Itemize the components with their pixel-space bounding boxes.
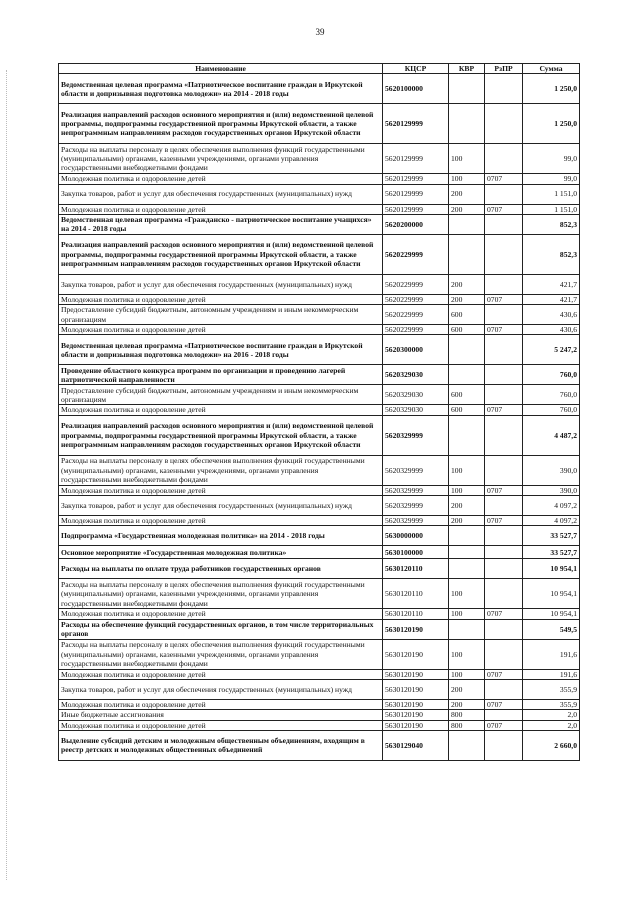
cell-kcsr: 5620229999 bbox=[383, 294, 449, 304]
cell-name: Расходы на выплаты персоналу в целях обеспечения выполнения функций государственными (муниципальными) органами, казенными учреждениями, органами управления государственными внебюджетными фондами bbox=[59, 579, 383, 609]
cell-kcsr: 5630120190 bbox=[383, 720, 449, 730]
cell-rzpr: 0707 bbox=[485, 669, 523, 679]
cell-rzpr: 0707 bbox=[485, 325, 523, 335]
cell-rzpr bbox=[485, 184, 523, 204]
cell-name: Ведомственная целевая программа «Патриотическое воспитание граждан в Иркутской области и допризывная подготовка молодежи» на 2014 - 2018 годы bbox=[59, 74, 383, 104]
cell-kcsr: 5630120190 bbox=[383, 679, 449, 699]
table-row bbox=[59, 214, 580, 234]
cell-sum: 390,0 bbox=[523, 485, 580, 495]
cell-kvr: 200 bbox=[449, 699, 485, 709]
cell-kvr: 200 bbox=[449, 184, 485, 204]
cell-kvr: 200 bbox=[449, 496, 485, 516]
cell-kvr bbox=[449, 214, 485, 234]
table-row bbox=[59, 405, 580, 415]
cell-kvr: 100 bbox=[449, 669, 485, 679]
cell-name: Молодежная политика и оздоровление детей bbox=[59, 204, 383, 214]
cell-kcsr: 5630120110 bbox=[383, 579, 449, 609]
cell-sum: 33 527,7 bbox=[523, 526, 580, 546]
cell-kvr bbox=[449, 104, 485, 144]
cell-rzpr bbox=[485, 619, 523, 639]
cell-kvr: 800 bbox=[449, 710, 485, 720]
cell-rzpr bbox=[485, 104, 523, 144]
cell-name: Расходы на обеспечение функций государственных органов, в том числе территориальных органов bbox=[59, 619, 383, 639]
cell-sum: 1 151,0 bbox=[523, 204, 580, 214]
cell-name: Молодежная политика и оздоровление детей bbox=[59, 485, 383, 495]
table-row bbox=[59, 144, 580, 174]
cell-rzpr: 0707 bbox=[485, 699, 523, 709]
cell-name: Реализация направлений расходов основного мероприятия и (или) ведомственной целевой программы, подпрограммы государственной программы Иркутской области, а также непрограммным направлениям расходов государственных органов Иркутской области bbox=[59, 234, 383, 274]
cell-rzpr bbox=[485, 496, 523, 516]
table-row bbox=[59, 516, 580, 526]
cell-name: Расходы на выплаты персоналу в целях обеспечения выполнения функций государственными (муниципальными) органами, казенными учреждениями, органами управления государственными внебюджетными фондами bbox=[59, 639, 383, 669]
cell-kvr: 200 bbox=[449, 516, 485, 526]
cell-name: Молодежная политика и оздоровление детей bbox=[59, 669, 383, 679]
cell-sum: 852,3 bbox=[523, 234, 580, 274]
table-row bbox=[59, 104, 580, 144]
table-row bbox=[59, 710, 580, 720]
cell-kcsr: 5630120190 bbox=[383, 699, 449, 709]
cell-name: Расходы на выплаты персоналу в целях обеспечения выполнения функций государственными (муниципальными) органами, казенными учреждениями, органами управления государственными внебюджетными фондами bbox=[59, 144, 383, 174]
cell-sum: 2,0 bbox=[523, 720, 580, 730]
table-row bbox=[59, 579, 580, 609]
cell-sum: 355,9 bbox=[523, 699, 580, 709]
cell-kcsr: 5620129999 bbox=[383, 104, 449, 144]
cell-rzpr bbox=[485, 74, 523, 104]
cell-rzpr: 0707 bbox=[485, 516, 523, 526]
cell-kcsr: 5620229999 bbox=[383, 234, 449, 274]
cell-kvr: 100 bbox=[449, 455, 485, 485]
table-row bbox=[59, 415, 580, 455]
table-row bbox=[59, 365, 580, 385]
table-row bbox=[59, 174, 580, 184]
table-row bbox=[59, 679, 580, 699]
table-row bbox=[59, 335, 580, 365]
cell-kcsr: 5620329030 bbox=[383, 405, 449, 415]
cell-name: Предоставление субсидий бюджетным, автономным учреждениям и иным некоммерческим организациям bbox=[59, 305, 383, 325]
header-kcsr: КЦСР bbox=[383, 64, 449, 74]
cell-sum: 760,0 bbox=[523, 385, 580, 405]
cell-kvr: 100 bbox=[449, 579, 485, 609]
cell-rzpr bbox=[485, 214, 523, 234]
cell-rzpr bbox=[485, 710, 523, 720]
cell-rzpr bbox=[485, 385, 523, 405]
cell-kcsr: 5620229999 bbox=[383, 305, 449, 325]
cell-kcsr: 5620129999 bbox=[383, 184, 449, 204]
cell-rzpr bbox=[485, 415, 523, 455]
header-sum: Сумма bbox=[523, 64, 580, 74]
cell-name: Иные бюджетные ассигнования bbox=[59, 710, 383, 720]
cell-kvr bbox=[449, 526, 485, 546]
cell-name: Реализация направлений расходов основного мероприятия и (или) ведомственной целевой программы, подпрограммы государственной программы Иркутской области, а также непрограммным направлениям расходов государственных органов Иркутской области bbox=[59, 415, 383, 455]
cell-rzpr bbox=[485, 234, 523, 274]
cell-sum: 191,6 bbox=[523, 639, 580, 669]
cell-kcsr: 5620329999 bbox=[383, 415, 449, 455]
table-row bbox=[59, 485, 580, 495]
table-row bbox=[59, 526, 580, 546]
cell-sum: 430,6 bbox=[523, 325, 580, 335]
header-kvr: КВР bbox=[449, 64, 485, 74]
table-row bbox=[59, 496, 580, 516]
scan-edge-marks bbox=[6, 70, 8, 880]
table-row bbox=[59, 639, 580, 669]
cell-sum: 390,0 bbox=[523, 455, 580, 485]
cell-kcsr: 5630000000 bbox=[383, 526, 449, 546]
table-row bbox=[59, 559, 580, 579]
cell-name: Молодежная политика и оздоровление детей bbox=[59, 174, 383, 184]
cell-kcsr: 5620329030 bbox=[383, 385, 449, 405]
cell-sum: 421,7 bbox=[523, 274, 580, 294]
table-row bbox=[59, 305, 580, 325]
cell-name: Молодежная политика и оздоровление детей bbox=[59, 699, 383, 709]
table-row bbox=[59, 325, 580, 335]
cell-name: Основное мероприятие «Государственная молодежная политика» bbox=[59, 546, 383, 559]
cell-kvr: 600 bbox=[449, 405, 485, 415]
cell-name: Расходы на выплаты по оплате труда работников государственных органов bbox=[59, 559, 383, 579]
cell-kvr: 800 bbox=[449, 720, 485, 730]
cell-rzpr: 0707 bbox=[485, 405, 523, 415]
cell-kvr bbox=[449, 234, 485, 274]
cell-kvr: 200 bbox=[449, 274, 485, 294]
cell-rzpr bbox=[485, 546, 523, 559]
cell-kvr bbox=[449, 730, 485, 760]
cell-sum: 1 151,0 bbox=[523, 184, 580, 204]
cell-rzpr bbox=[485, 730, 523, 760]
cell-kcsr: 5630120190 bbox=[383, 639, 449, 669]
cell-kcsr: 5630120190 bbox=[383, 619, 449, 639]
cell-sum: 10 954,1 bbox=[523, 559, 580, 579]
cell-name: Ведомственная целевая программа «Патриотическое воспитание граждан в Иркутской области и допризывная подготовка молодежи» на 2016 - 2018 годы bbox=[59, 335, 383, 365]
cell-kcsr: 5630100000 bbox=[383, 546, 449, 559]
table-row bbox=[59, 546, 580, 559]
cell-rzpr: 0707 bbox=[485, 204, 523, 214]
cell-rzpr bbox=[485, 305, 523, 325]
cell-name: Молодежная политика и оздоровление детей bbox=[59, 294, 383, 304]
cell-sum: 549,5 bbox=[523, 619, 580, 639]
cell-rzpr bbox=[485, 579, 523, 609]
cell-name: Закупка товаров, работ и услуг для обеспечения государственных (муниципальных) нужд bbox=[59, 496, 383, 516]
cell-sum: 355,9 bbox=[523, 679, 580, 699]
cell-kvr: 200 bbox=[449, 204, 485, 214]
cell-sum: 430,6 bbox=[523, 305, 580, 325]
cell-sum: 4 097,2 bbox=[523, 496, 580, 516]
cell-name: Ведомственная целевая программа «Гражданско - патриотическое воспитание учащихся» на 2014 - 2018 годы bbox=[59, 214, 383, 234]
cell-kvr: 100 bbox=[449, 174, 485, 184]
table-row bbox=[59, 385, 580, 405]
table-row bbox=[59, 274, 580, 294]
cell-rzpr bbox=[485, 144, 523, 174]
cell-rzpr bbox=[485, 335, 523, 365]
cell-name: Молодежная политика и оздоровление детей bbox=[59, 720, 383, 730]
cell-kcsr: 5630120190 bbox=[383, 710, 449, 720]
cell-kcsr: 5620300000 bbox=[383, 335, 449, 365]
cell-kvr bbox=[449, 415, 485, 455]
cell-kcsr: 5620100000 bbox=[383, 74, 449, 104]
page-number: 39 bbox=[315, 27, 325, 37]
cell-kvr bbox=[449, 546, 485, 559]
budget-table bbox=[58, 63, 580, 761]
cell-name: Расходы на выплаты персоналу в целях обеспечения выполнения функций государственными (муниципальными) органами, казенными учреждениями, органами управления государственными внебюджетными фондами bbox=[59, 455, 383, 485]
cell-name: Молодежная политика и оздоровление детей bbox=[59, 405, 383, 415]
cell-kvr: 200 bbox=[449, 679, 485, 699]
cell-kcsr: 5620200000 bbox=[383, 214, 449, 234]
table-row bbox=[59, 720, 580, 730]
cell-kvr bbox=[449, 559, 485, 579]
cell-kcsr: 5620229999 bbox=[383, 274, 449, 294]
table-row bbox=[59, 730, 580, 760]
cell-kvr: 100 bbox=[449, 639, 485, 669]
cell-kvr: 100 bbox=[449, 609, 485, 619]
table-header-row bbox=[59, 64, 580, 74]
cell-sum: 5 247,2 bbox=[523, 335, 580, 365]
table-row bbox=[59, 234, 580, 274]
cell-name: Проведение областного конкурса программ по организации и проведению лагерей патриотической направленности bbox=[59, 365, 383, 385]
table-row bbox=[59, 669, 580, 679]
cell-sum: 10 954,1 bbox=[523, 609, 580, 619]
cell-kcsr: 5630129040 bbox=[383, 730, 449, 760]
cell-sum: 1 250,0 bbox=[523, 104, 580, 144]
cell-name: Закупка товаров, работ и услуг для обеспечения государственных (муниципальных) нужд bbox=[59, 679, 383, 699]
cell-sum: 2,0 bbox=[523, 710, 580, 720]
table-row bbox=[59, 294, 580, 304]
cell-kcsr: 5620129999 bbox=[383, 144, 449, 174]
cell-sum: 10 954,1 bbox=[523, 579, 580, 609]
cell-rzpr: 0707 bbox=[485, 609, 523, 619]
table-row bbox=[59, 74, 580, 104]
cell-kvr: 200 bbox=[449, 294, 485, 304]
cell-kvr bbox=[449, 365, 485, 385]
cell-kcsr: 5620229999 bbox=[383, 325, 449, 335]
cell-rzpr bbox=[485, 679, 523, 699]
cell-name: Выделение субсидий детским и молодежным общественным объединениям, входящим в реестр детских и молодежных общественных объединений bbox=[59, 730, 383, 760]
cell-rzpr bbox=[485, 365, 523, 385]
cell-kvr: 100 bbox=[449, 485, 485, 495]
cell-name: Закупка товаров, работ и услуг для обеспечения государственных (муниципальных) нужд bbox=[59, 274, 383, 294]
cell-kcsr: 5620129999 bbox=[383, 204, 449, 214]
cell-rzpr bbox=[485, 559, 523, 579]
table-row bbox=[59, 619, 580, 639]
cell-kcsr: 5630120190 bbox=[383, 669, 449, 679]
cell-rzpr: 0707 bbox=[485, 294, 523, 304]
cell-sum: 191,6 bbox=[523, 669, 580, 679]
table-row bbox=[59, 184, 580, 204]
cell-kcsr: 5630120110 bbox=[383, 609, 449, 619]
cell-rzpr: 0707 bbox=[485, 485, 523, 495]
cell-sum: 4 097,2 bbox=[523, 516, 580, 526]
table-row bbox=[59, 699, 580, 709]
cell-kvr: 100 bbox=[449, 144, 485, 174]
cell-name: Молодежная политика и оздоровление детей bbox=[59, 516, 383, 526]
cell-sum: 99,0 bbox=[523, 174, 580, 184]
cell-rzpr bbox=[485, 274, 523, 294]
cell-sum: 852,3 bbox=[523, 214, 580, 234]
cell-name: Реализация направлений расходов основного мероприятия и (или) ведомственной целевой программы, подпрограммы государственной программы Иркутской области, а также непрограммным направлениям расходов государственных органов Иркутской области bbox=[59, 104, 383, 144]
header-name: Наименование bbox=[59, 64, 383, 74]
cell-kcsr: 5630120110 bbox=[383, 559, 449, 579]
cell-sum: 1 250,0 bbox=[523, 74, 580, 104]
cell-kvr: 600 bbox=[449, 305, 485, 325]
cell-rzpr: 0707 bbox=[485, 720, 523, 730]
table-row bbox=[59, 455, 580, 485]
table-row bbox=[59, 204, 580, 214]
cell-kvr bbox=[449, 619, 485, 639]
cell-kvr bbox=[449, 74, 485, 104]
cell-name: Предоставление субсидий бюджетным, автономным учреждениям и иным некоммерческим организациям bbox=[59, 385, 383, 405]
header-rzpr: РзПР bbox=[485, 64, 523, 74]
cell-name: Закупка товаров, работ и услуг для обеспечения государственных (муниципальных) нужд bbox=[59, 184, 383, 204]
cell-sum: 4 487,2 bbox=[523, 415, 580, 455]
cell-rzpr bbox=[485, 455, 523, 485]
cell-kvr bbox=[449, 335, 485, 365]
cell-kcsr: 5620329999 bbox=[383, 485, 449, 495]
cell-kcsr: 5620129999 bbox=[383, 174, 449, 184]
cell-name: Подпрограмма «Государственная молодежная политика» на 2014 - 2018 годы bbox=[59, 526, 383, 546]
cell-rzpr: 0707 bbox=[485, 174, 523, 184]
cell-kvr: 600 bbox=[449, 385, 485, 405]
cell-sum: 421,7 bbox=[523, 294, 580, 304]
cell-sum: 99,0 bbox=[523, 144, 580, 174]
cell-name: Молодежная политика и оздоровление детей bbox=[59, 325, 383, 335]
table-row bbox=[59, 609, 580, 619]
table-body bbox=[59, 74, 580, 761]
cell-rzpr bbox=[485, 639, 523, 669]
cell-kcsr: 5620329030 bbox=[383, 365, 449, 385]
cell-rzpr bbox=[485, 526, 523, 546]
cell-name: Молодежная политика и оздоровление детей bbox=[59, 609, 383, 619]
cell-sum: 2 660,0 bbox=[523, 730, 580, 760]
cell-kcsr: 5620329999 bbox=[383, 516, 449, 526]
cell-sum: 760,0 bbox=[523, 405, 580, 415]
cell-sum: 760,0 bbox=[523, 365, 580, 385]
cell-kcsr: 5620329999 bbox=[383, 496, 449, 516]
cell-sum: 33 527,7 bbox=[523, 546, 580, 559]
cell-kcsr: 5620329999 bbox=[383, 455, 449, 485]
cell-kvr: 600 bbox=[449, 325, 485, 335]
